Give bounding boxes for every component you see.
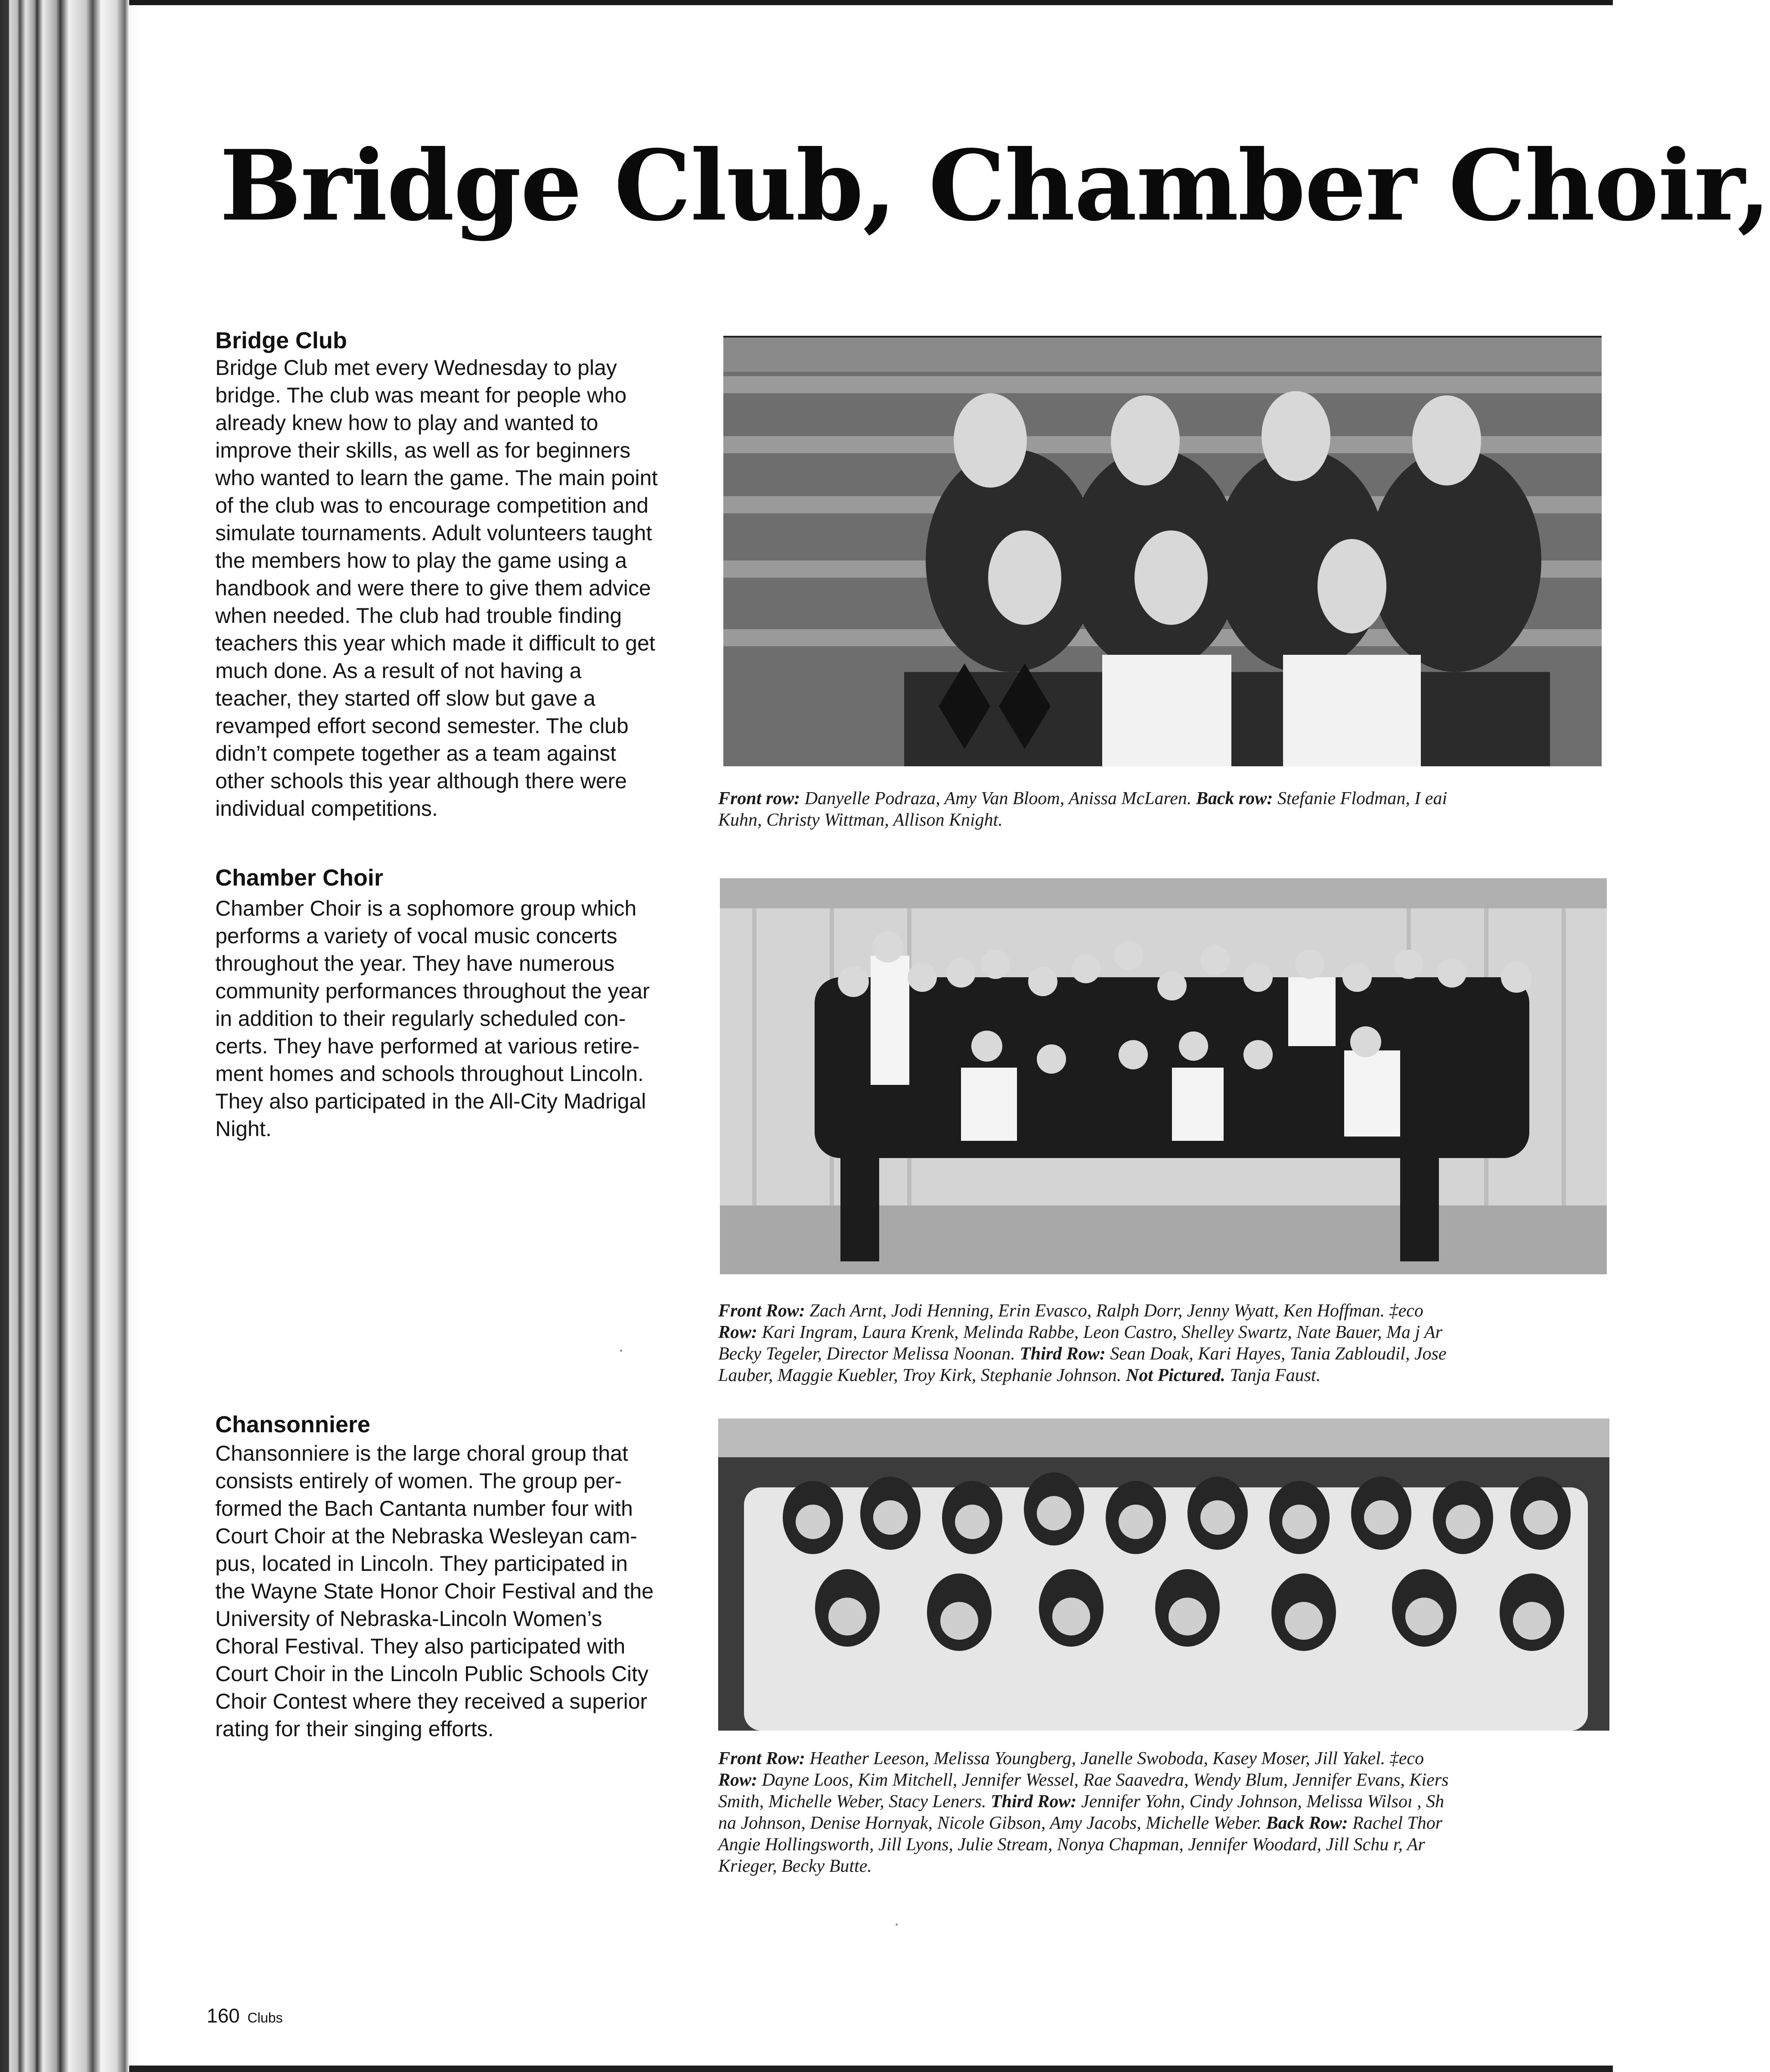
caption-line [718, 1322, 1609, 1343]
caption-row-label: Row: [718, 1322, 758, 1342]
body-line: already knew how to play and wanted to [215, 411, 598, 435]
caption-names: Zach Arnt, Jodi Henning, Erin Evasco, Ralph Dorr, Jenny Wyatt, Ken Hoffman. ‡eco [805, 1301, 1423, 1321]
body-line: teacher, they started off slow but gave a [215, 686, 595, 710]
top-edge-rule [129, 0, 1613, 5]
body-line: improve their skills, as well as for beginners [215, 438, 631, 462]
body-line: bridge. The club was meant for people who [215, 383, 627, 407]
page-number: 160 [207, 2004, 240, 2027]
body-line: the members how to play the game using a [215, 548, 627, 573]
caption-row-label: Back Row: [1266, 1813, 1348, 1833]
page-folio [207, 2004, 291, 2027]
caption-names: Becky Tegeler, Director Melissa Noonan. [718, 1344, 1020, 1364]
caption-line [718, 1812, 1609, 1834]
caption-line [718, 1834, 1609, 1855]
caption-line [718, 1748, 1609, 1769]
body-line: Choir Contest where they received a superior [215, 1689, 648, 1713]
caption-names: Heather Leeson, Melissa Youngberg, Janelle Swoboda, Kasey Moser, Jill Yakel. ‡eco [805, 1749, 1424, 1768]
body-line: throughout the year. They have numerous [215, 951, 615, 976]
body-line: performs a variety of vocal music concerts [215, 924, 617, 948]
caption-row-label: Front Row: [718, 1749, 805, 1768]
bridge-club-body [215, 354, 693, 822]
caption-names: Smith, Michelle Weber, Stacy Leners. [718, 1792, 991, 1812]
body-line: ment homes and schools throughout Lincoln. [215, 1062, 644, 1086]
body-line: other schools this year although there were [215, 769, 627, 793]
caption-names: na Johnson, Denise Hornyak, Nicole Gibson, Amy Jacobs, Michelle Weber. [718, 1813, 1266, 1833]
caption-row-label: Front row: [718, 789, 800, 808]
body-line: They also participated in the All-City Madrigal [215, 1089, 646, 1113]
print-speck [620, 1350, 622, 1352]
body-line: rating for their singing efforts. [215, 1717, 494, 1741]
book-binding-edge [0, 0, 142, 2072]
caption-row-label: Third Row: [1020, 1344, 1106, 1364]
body-line: when needed. The club had trouble finding [215, 604, 622, 628]
body-line: who wanted to learn the game. The main point [215, 466, 658, 490]
caption-line [718, 1365, 1609, 1386]
body-line: Chansonniere is the large choral group that [215, 1441, 628, 1465]
body-line: University of Nebraska-Lincoln Women’s [215, 1607, 602, 1631]
body-line: community performances throughout the year [215, 979, 650, 1003]
body-line: consists entirely of women. The group per- [215, 1469, 622, 1493]
chansonniere-body [215, 1440, 693, 1743]
caption-row-label: Not Pictured. [1125, 1366, 1225, 1385]
bridge-club-caption [718, 788, 1609, 831]
caption-row-label: Back row: [1196, 789, 1273, 808]
body-line: didn’t compete together as a team against [215, 741, 617, 765]
caption-row-label: Row: [718, 1770, 758, 1790]
caption-line [718, 788, 1609, 809]
caption-names: Kuhn, Christy Wittman, Allison Knight. [718, 810, 1003, 830]
chansonniere-heading: Chansonniere [215, 1412, 371, 1437]
body-line: certs. They have performed at various retire- [215, 1034, 640, 1058]
body-line: of the club was to encourage competition and [215, 493, 649, 517]
bridge-club-group-photo [723, 336, 1602, 766]
body-line: the Wayne State Honor Choir Festival and the [215, 1579, 654, 1603]
caption-names: Jennifer Yohn, Cindy Johnson, Melissa Wilsoı , Sh [1076, 1792, 1445, 1812]
caption-line [718, 1300, 1609, 1322]
print-speck [896, 1923, 898, 1926]
caption-row-label: Front Row: [718, 1301, 805, 1321]
body-line: revamped effort second semester. The club [215, 714, 629, 738]
body-line: formed the Bach Cantanta number four with [215, 1496, 633, 1521]
caption-names: Stefanie Flodman, I eai [1273, 789, 1448, 808]
caption-line [718, 1791, 1609, 1812]
body-line: Chamber Choir is a sophomore group which [215, 896, 637, 920]
body-line: pus, located in Lincoln. They participated in [215, 1552, 628, 1576]
chansonniere-caption [718, 1748, 1609, 1877]
body-line: Night. [215, 1117, 272, 1141]
caption-names: Dayne Loos, Kim Mitchell, Jennifer Wessel, Rae Saavedra, Wendy Blum, Jennifer Evans, Kiers [757, 1770, 1449, 1790]
page-title: Bridge Club, Chamber Choir, [220, 129, 1770, 243]
caption-names: Sean Doak, Kari Hayes, Tania Zabloudil, Jose [1105, 1344, 1447, 1364]
body-line: handbook and were there to give them advice [215, 576, 651, 600]
caption-names: Lauber, Maggie Kuebler, Troy Kirk, Stephanie Johnson. [718, 1366, 1126, 1385]
caption-line [718, 1343, 1609, 1365]
body-line: much done. As a result of not having a [215, 659, 582, 683]
section-name: Clubs [247, 2010, 283, 2026]
chansonniere-group-photo [718, 1418, 1609, 1731]
body-line: in addition to their regularly scheduled con- [215, 1007, 626, 1031]
chamber-choir-body [215, 895, 693, 1143]
bottom-edge-rule [129, 2066, 1613, 2072]
caption-names: Danyelle Podraza, Amy Van Bloom, Anissa McLaren. [800, 789, 1196, 808]
caption-names: Rachel Thor [1348, 1813, 1443, 1833]
body-line: teachers this year which made it difficult to get [215, 631, 655, 655]
caption-row-label: Third Row: [990, 1792, 1077, 1812]
chamber-choir-caption [718, 1300, 1609, 1386]
body-line: Choral Festival. They also participated with [215, 1634, 626, 1658]
chamber-choir-heading: Chamber Choir [215, 865, 384, 891]
body-line: Court Choir at the Nebraska Wesleyan cam- [215, 1524, 638, 1548]
caption-line [718, 809, 1609, 831]
caption-names: Krieger, Becky Butte. [718, 1856, 872, 1876]
body-line: Bridge Club met every Wednesday to play [215, 356, 617, 380]
caption-line [718, 1855, 1609, 1877]
caption-names: Angie Hollingsworth, Jill Lyons, Julie Stream, Nonya Chapman, Jennifer Woodard, Jill Schu r, Ar [718, 1835, 1425, 1855]
caption-names: Tanja Faust. [1225, 1366, 1321, 1385]
bridge-club-heading: Bridge Club [215, 328, 347, 353]
body-line: simulate tournaments. Adult volunteers taught [215, 521, 652, 545]
chamber-choir-group-photo [720, 878, 1607, 1274]
body-line: individual competitions. [215, 796, 438, 821]
caption-names: Kari Ingram, Laura Krenk, Melinda Rabbe, Leon Castro, Shelley Swartz, Nate Bauer, Ma j Ar [757, 1322, 1442, 1342]
body-line: Court Choir in the Lincoln Public Schools City [215, 1662, 649, 1686]
caption-line [718, 1769, 1609, 1791]
